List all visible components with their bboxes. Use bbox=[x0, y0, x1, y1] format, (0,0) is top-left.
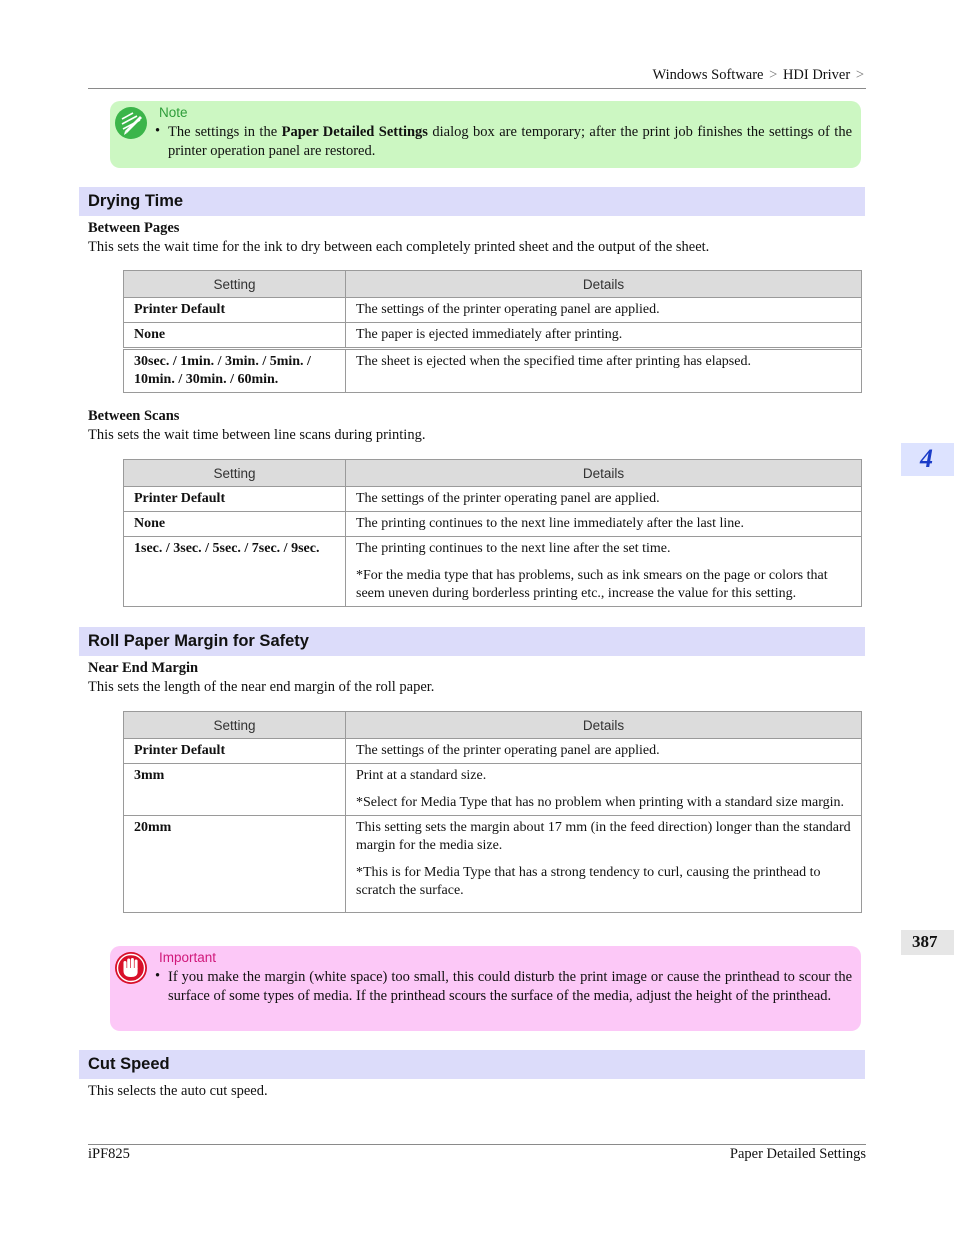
subhead-between-pages: Between Pages bbox=[88, 220, 180, 236]
breadcrumb-item-windows-software[interactable]: Windows Software bbox=[652, 67, 764, 83]
column-header-details: Details bbox=[346, 712, 862, 739]
near-end-margin-table bbox=[123, 711, 862, 913]
subhead-between-scans: Between Scans bbox=[88, 408, 180, 424]
section-roll-paper-margin bbox=[79, 627, 865, 656]
note-text: The settings in the Paper Detailed Settings dialog box are temporary; after the print job finishes the settings of the printer operation panel are restored. bbox=[168, 124, 853, 159]
table-row: 30sec. / 1min. / 3min. / 5min. / 10min. / 30min. / 60min. The sheet is ejected when the specified time after printing has elapsed. bbox=[124, 349, 862, 393]
cut-speed-description: This selects the auto cut speed. bbox=[88, 1083, 268, 1099]
between-scans-table bbox=[123, 459, 862, 607]
footer-model: iPF825 bbox=[88, 1146, 130, 1162]
table-row: Printer Default The settings of the printer operating panel are applied. bbox=[124, 298, 862, 323]
important-text: If you make the margin (white space) too small, this could disturb the print image or cause the printhead to scour the surface of some types of media. If the printhead scours the surface of the media, adjust the height of the printhead. bbox=[168, 969, 852, 1004]
breadcrumb-separator: > bbox=[769, 67, 778, 83]
column-header-details: Details bbox=[346, 460, 862, 487]
footer-section-title: Paper Detailed Settings bbox=[729, 1146, 866, 1162]
chapter-number: 4 bbox=[920, 444, 933, 473]
breadcrumb bbox=[653, 67, 866, 84]
section-title: Cut Speed bbox=[88, 1055, 170, 1073]
breadcrumb-separator: > bbox=[855, 67, 864, 83]
table-row: Printer Default The settings of the printer operating panel are applied. bbox=[124, 739, 862, 764]
table-row: None The printing continues to the next line immediately after the last line. bbox=[124, 512, 862, 537]
table-row: None The paper is ejected immediately after printing. bbox=[124, 323, 862, 349]
footer-rule bbox=[88, 1144, 866, 1145]
important-callout bbox=[110, 946, 861, 1031]
page-number-tab bbox=[901, 930, 954, 955]
between-scans-description: This sets the wait time between line scans during printing. bbox=[88, 427, 426, 443]
column-header-details: Details bbox=[346, 271, 862, 298]
section-title: Drying Time bbox=[88, 192, 184, 210]
between-pages-table bbox=[123, 270, 862, 393]
near-end-margin-description: This sets the length of the near end margin of the roll paper. bbox=[88, 679, 435, 695]
table-row: 1sec. / 3sec. / 5sec. / 7sec. / 9sec. The printing continues to the next line after the set time. *For the media type that has problems, such as ink smears on the page or colors that seem uneven during borderless printing etc., increase the value for this setting. bbox=[124, 537, 862, 607]
stop-hand-icon bbox=[113, 950, 149, 991]
between-pages-description: This sets the wait time for the ink to dry between each completely printed sheet and the output of the sheet. bbox=[88, 239, 710, 255]
table-row: 3mm Print at a standard size. *Select for Media Type that has no problem when printing with a standard size margin. bbox=[124, 764, 862, 816]
section-cut-speed bbox=[79, 1050, 865, 1079]
note-label: Note bbox=[159, 105, 188, 120]
section-drying-time bbox=[79, 187, 865, 216]
subhead-near-end-margin: Near End Margin bbox=[88, 660, 199, 676]
table-row: 20mm This setting sets the margin about 17 mm (in the feed direction) longer than the standard margin for the media size. *This is for Media Type that has a strong tendency to curl, causing the printhead to scratch the surface. bbox=[124, 816, 862, 913]
breadcrumb-item-hdi-driver[interactable]: HDI Driver bbox=[782, 67, 851, 83]
column-header-setting: Setting bbox=[124, 460, 346, 487]
chapter-tab[interactable] bbox=[901, 443, 954, 476]
table-row: Printer Default The settings of the printer operating panel are applied. bbox=[124, 487, 862, 512]
column-header-setting: Setting bbox=[124, 271, 346, 298]
header-rule bbox=[88, 88, 866, 89]
pencil-check-icon bbox=[113, 105, 149, 146]
bullet: • bbox=[155, 968, 161, 984]
column-header-setting: Setting bbox=[124, 712, 346, 739]
note-callout bbox=[110, 101, 861, 168]
important-label: Important bbox=[159, 950, 217, 965]
bullet: • bbox=[155, 123, 161, 139]
page-number: 387 bbox=[912, 932, 938, 951]
section-title: Roll Paper Margin for Safety bbox=[88, 632, 309, 650]
